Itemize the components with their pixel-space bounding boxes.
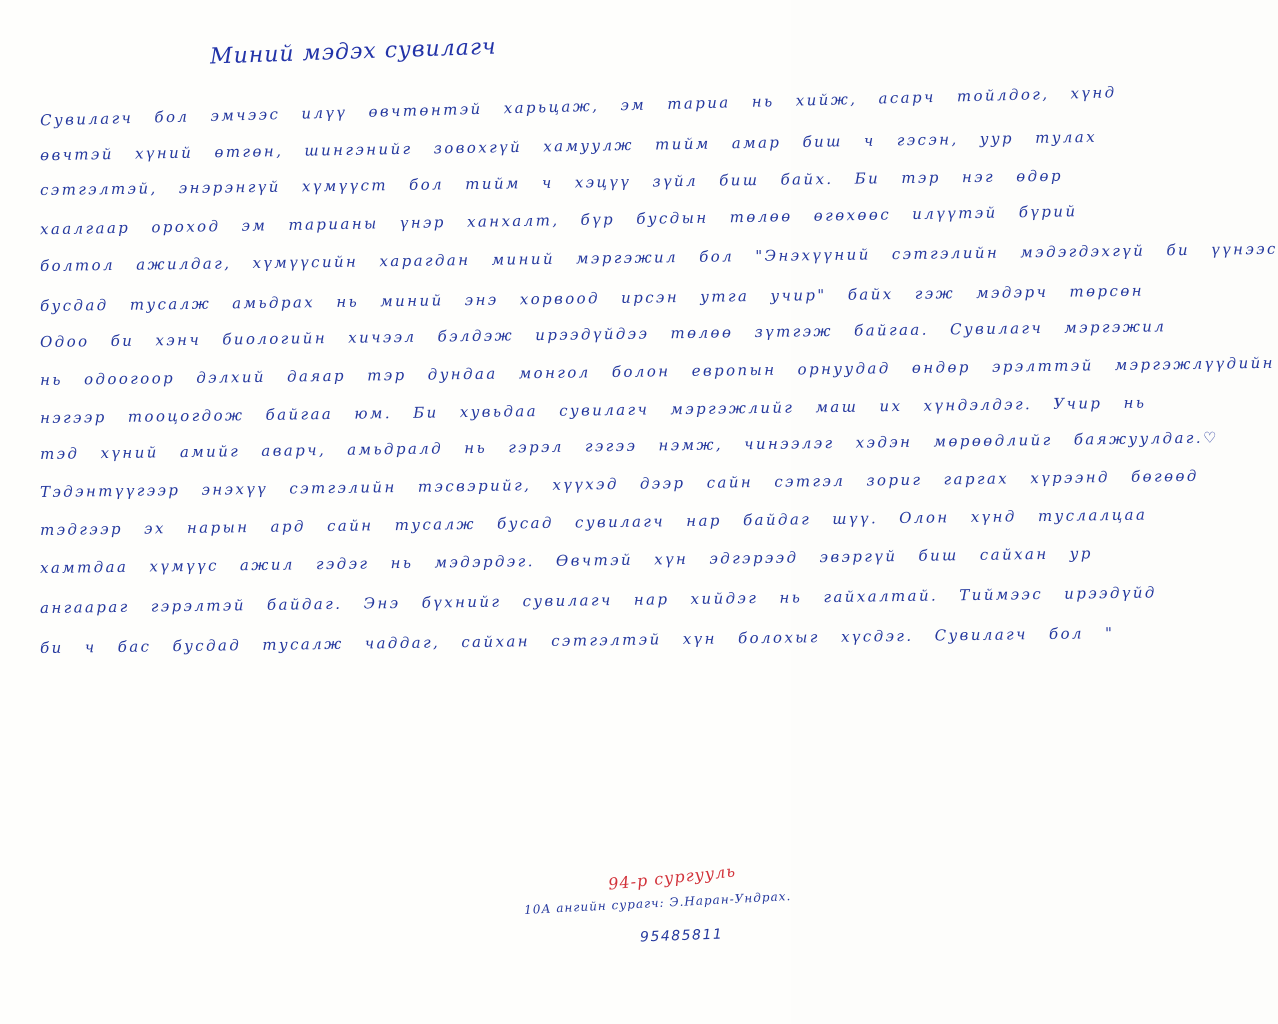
text-line-1: Сувилагч бол эмчээс илүү өвчтөнтэй харьцаж, эм тариа нь хийж, асарч тойлдог, хүнд xyxy=(39,83,1117,130)
author-signature: 10А ангийн сурагч: Э.Наран-Ундрах. xyxy=(523,889,792,917)
text-line-11: Тэдэнтүүгээр энэхүү сэтгэлийн тэсвэрийг, хүүхэд дээр сайн сэтгэл зориг гаргах хүрээнд бөгөөд xyxy=(39,466,1199,502)
text-line-8: нь одоогоор дэлхий даяар тэр дундаа монгол болон европын орнуудад өндөр эрэлттэй мэргэжлүүдийн xyxy=(39,353,1276,390)
text-line-9: нэгээр тооцогдож байгаа юм. Би хувьдаа сувилагч мэргэжлийг маш их хүндэлдэг. Учир нь xyxy=(39,393,1147,428)
phone-number: 95485811 xyxy=(639,926,724,946)
text-line-5: болтол ажилдаг, хүмүүсийн харагдан миний мэргэжил бол "Энэхүүний сэтгэлийн мэдэгдэхгүй би үүнээс xyxy=(39,239,1278,276)
text-line-2: өвчтэй хүний өтгөн, шингэнийг зовохгүй хамуулж тийм амар биш ч гэсэн, уур тулах xyxy=(39,127,1098,165)
text-line-4: хаалгаар ороход эм тарианы үнэр ханхалт, бүр бусдын төлөө өгөхөөс илүүтэй бүрий xyxy=(39,202,1078,239)
school-annotation: 94-р сургууль xyxy=(607,861,737,894)
text-line-14: ангаараг гэрэлтэй байдаг. Энэ бүхнийг сувилагч нар хийдэг нь гайхалтай. Тиймээс ирээдүйд xyxy=(39,583,1157,618)
text-line-10: тэд хүний амийг аварч, амьдралд нь гэрэл гэгээ нэмж, чинээлэг хэдэн мөрөөдлийг баяжуулдаг.♡ xyxy=(39,428,1219,464)
text-line-6: бусдад тусалж амьдрах нь миний энэ хорвоод ирсэн утга учир" байх гэж мэдэрч төрсөн xyxy=(39,281,1145,316)
text-line-13: хамтдаа хүмүүс ажил гэдэг нь мэдэрдэг. Өвчтэй хүн эдгэрээд эвэргүй биш сайхан ур xyxy=(39,544,1093,578)
page-title: Миний мэдэх сувилагч xyxy=(209,34,498,70)
text-line-3: сэтгэлтэй, энэрэнгүй хүмүүст бол тийм ч хэцүү зүйл биш байх. Би тэр нэг өдөр xyxy=(39,166,1064,200)
text-line-15: би ч бас бусдад тусалж чаддаг, сайхан сэтгэлтэй хүн болохыг хүсдэг. Сувилагч бол " xyxy=(39,624,1115,658)
text-line-7: Одоо би хэнч биологийн хичээл бэлдэж ирээдүйдээ төлөө зүтгэж байгаа. Сувилагч мэргэжил xyxy=(39,317,1167,352)
text-line-12: тэдгээр эх нарын ард сайн тусалж бусад сувилагч нар байдаг шүү. Олон хүнд туслалцаа xyxy=(39,505,1148,540)
